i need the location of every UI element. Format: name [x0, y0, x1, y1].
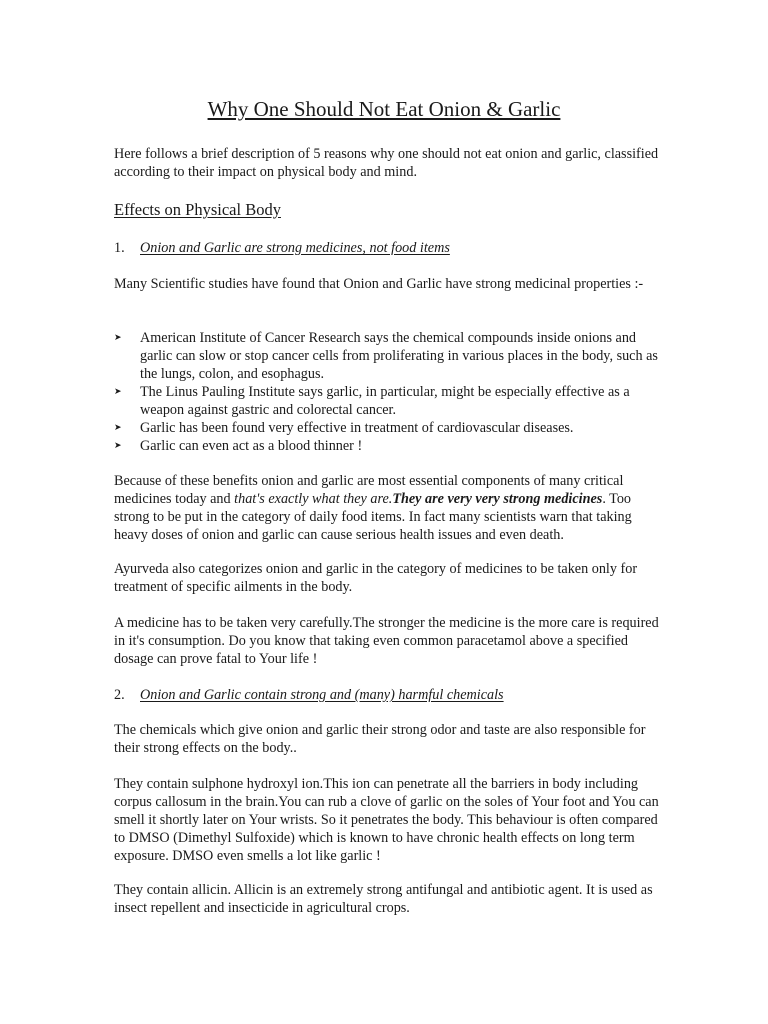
- arrowhead-bullet-icon: ➤: [114, 423, 122, 433]
- list-item-text: American Institute of Cancer Research says the chemical compounds inside onions and garlic can slow or stop cancer cells from proliferating in various places in the body, such as the lungs, colon, and esophagus.: [140, 330, 658, 382]
- list-item-text: Garlic can even act as a blood thinner !: [140, 438, 363, 454]
- list-item: [114, 329, 659, 383]
- arrowhead-bullet-icon: ➤: [114, 333, 122, 343]
- point-1-heading-text: Onion and Garlic are strong medicines, not food items: [140, 240, 450, 256]
- ayurveda-paragraph: Ayurveda also categorizes onion and garlic in the category of medicines to be taken only for treatment of specific ailments in the body.: [114, 561, 638, 595]
- benefits-italic-text: that's exactly what they are.: [234, 491, 393, 507]
- point-2-number: 2.: [114, 687, 125, 703]
- list-item: [114, 383, 659, 419]
- point-1-number: 1.: [114, 240, 125, 256]
- point-1-lead-paragraph: Many Scientific studies have found that Onion and Garlic have strong medicinal properties :-: [114, 276, 644, 292]
- list-item-text: The Linus Pauling Institute says garlic, in particular, might be especially effective as a weapon against gastric and colorectal cancer.: [140, 384, 630, 418]
- benefits-text-start: Because of these benefits onion and garlic are most essential components of many critical medicines today and: [114, 473, 624, 507]
- list-item-text: Garlic has been found very effective in treatment of cardiovascular diseases.: [140, 420, 574, 436]
- point-1-heading: [114, 239, 450, 257]
- medicine-care-paragraph: A medicine has to be taken very carefully.The stronger the medicine is the more care is required in it's consumption. Do you know that taking even common paracetamol above a specified dosage can prove fatal to Your life !: [114, 615, 659, 667]
- arrowhead-bullet-icon: ➤: [114, 387, 122, 397]
- point-2-heading-text: Onion and Garlic contain strong and (many) harmful chemicals: [140, 687, 504, 703]
- intro-paragraph: Here follows a brief description of 5 reasons why one should not eat onion and garlic, classified according to their impact on physical body and mind.: [114, 146, 659, 180]
- section-heading-physical-body: Effects on Physical Body: [114, 200, 281, 219]
- chemicals-paragraph: The chemicals which give onion and garlic their strong odor and taste are also responsible for their strong effects on the body..: [114, 722, 646, 756]
- arrowhead-bullet-icon: ➤: [114, 441, 122, 451]
- medicinal-properties-list: [114, 329, 659, 455]
- list-item: [114, 437, 659, 455]
- document-title: Why One Should Not Eat Onion & Garlic: [207, 97, 561, 121]
- allicin-paragraph: They contain allicin. Allicin is an extremely strong antifungal and antibiotic agent. It is used as insect repellent and insecticide in agricultural crops.: [114, 882, 653, 916]
- benefits-emphasis-text: They are very very strong medicines: [392, 491, 603, 507]
- benefits-paragraph: [114, 472, 659, 544]
- sulphone-paragraph: They contain sulphone hydroxyl ion.This ion can penetrate all the barriers in body including corpus callosum in the brain.You can rub a clove of garlic on the soles of Your foot and You can smell it shortly later on Your wrists. So it penetrates the body. This behaviour is often compared to DMSO (Dimethyl Sulfoxide) which is known to have chronic health effects on long term exposure. DMSO even smells a lot like garlic !: [114, 776, 659, 864]
- list-item: [114, 419, 659, 437]
- benefits-text-end: . Too strong to be put in the category of daily food items. In fact many scientists warn that taking heavy doses of onion and garlic can cause serious health issues and even death.: [114, 491, 632, 543]
- point-2-heading: [114, 686, 504, 704]
